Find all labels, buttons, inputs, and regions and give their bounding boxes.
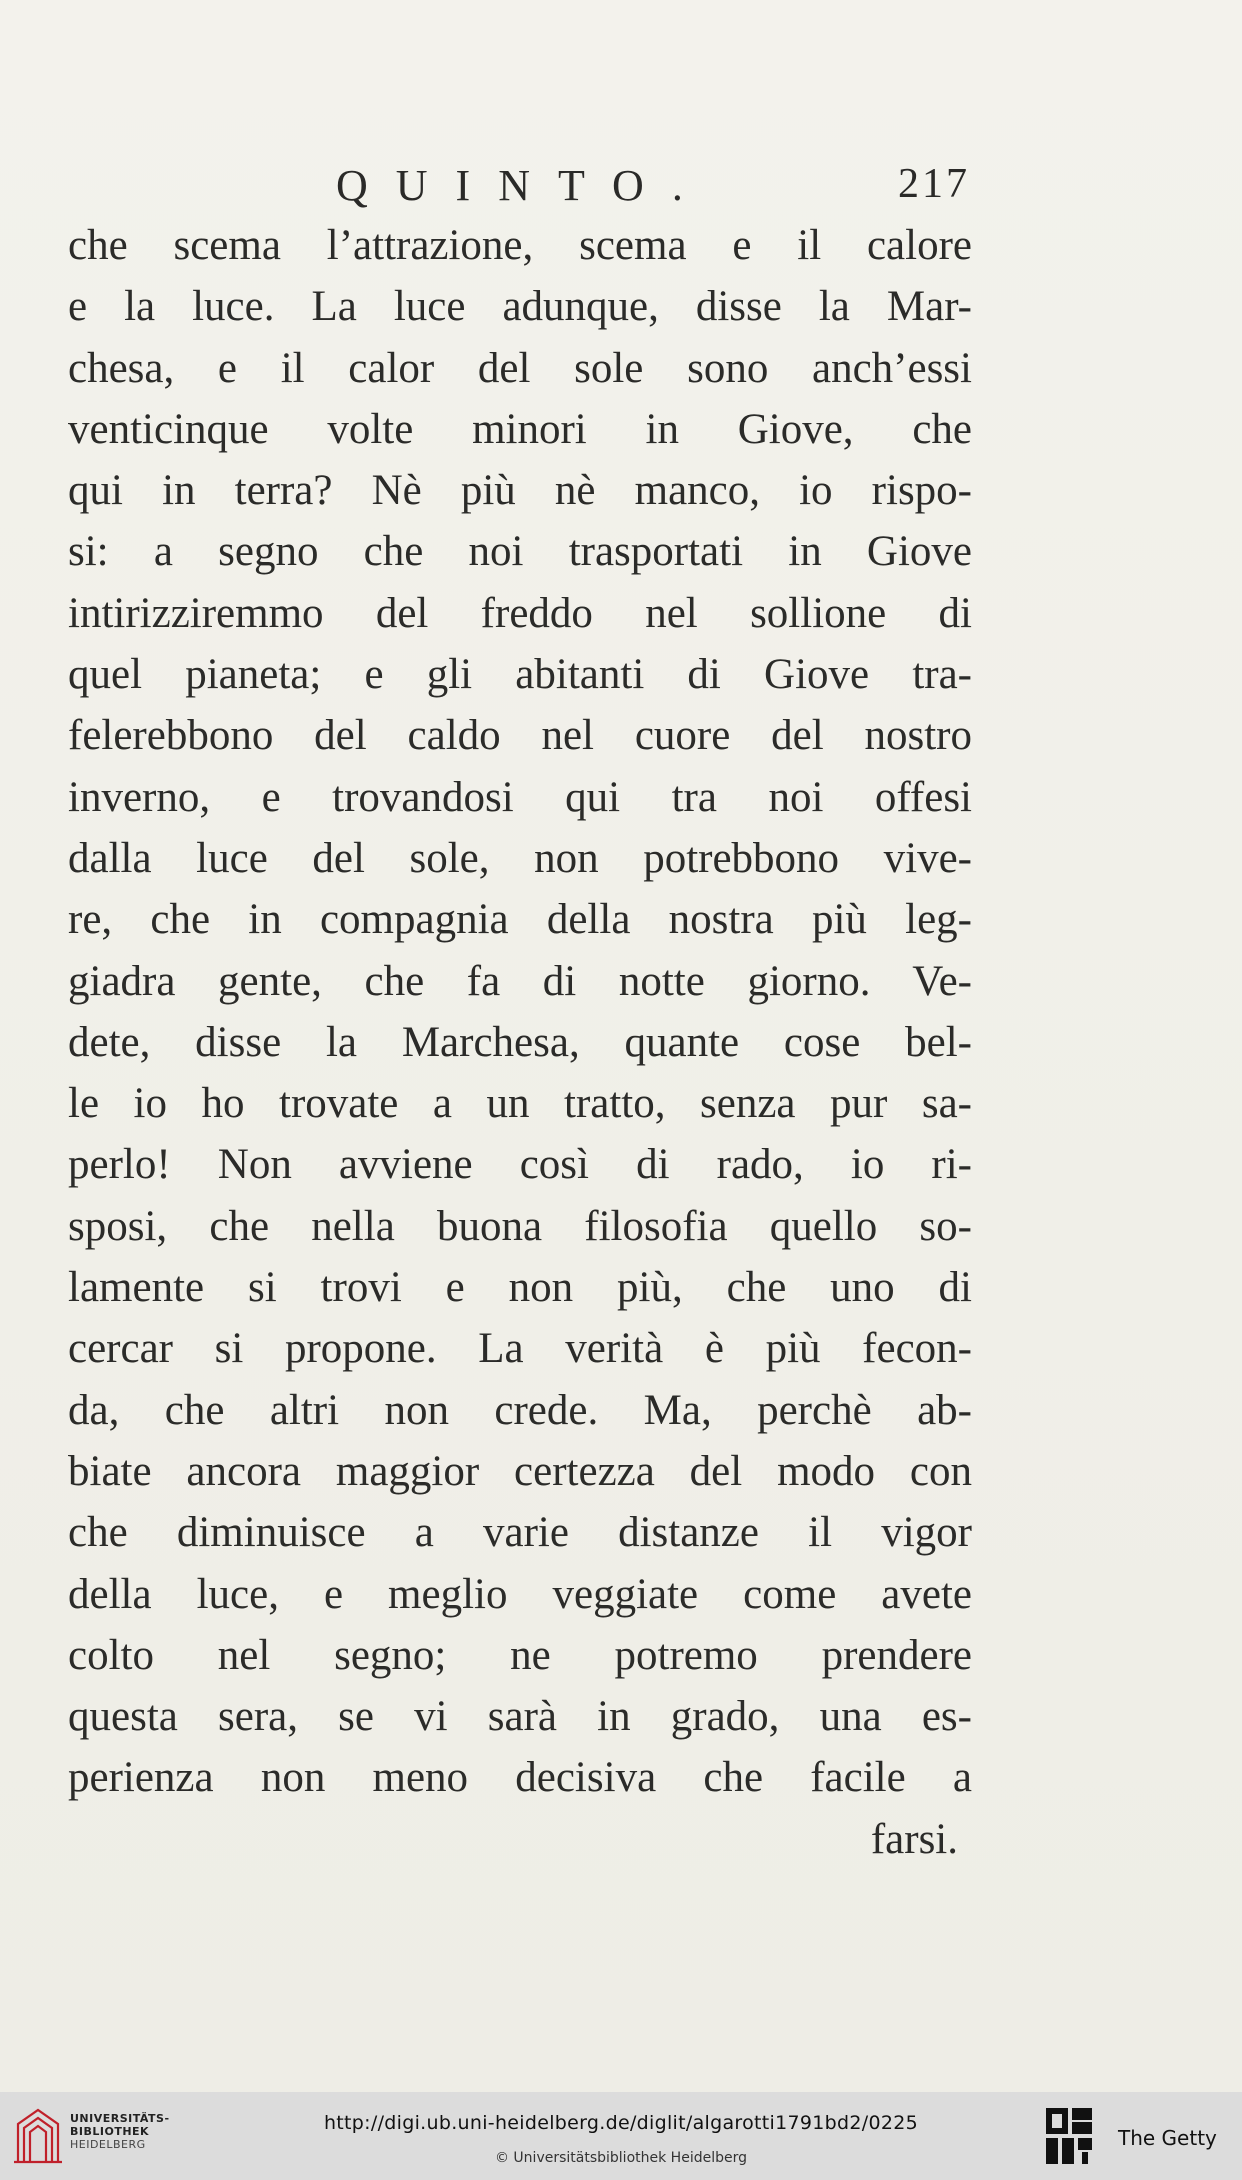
text-line: perlo! Non avviene così di rado, io ri- bbox=[68, 1141, 972, 1189]
text-line: perienza non meno decisiva che facile a bbox=[68, 1754, 972, 1802]
library-name-line: BIBLIOTHEK bbox=[70, 2125, 150, 2138]
text-line: e la luce. La luce adunque, disse la Mar- bbox=[68, 283, 972, 331]
text-line: intirizziremmo del freddo nel sollione di bbox=[68, 589, 972, 637]
text-line: dalla luce del sole, non potrebbono vive- bbox=[68, 834, 972, 882]
text-line: biate ancora maggior certezza del modo con bbox=[68, 1447, 972, 1495]
getty-name: The Getty bbox=[1118, 2126, 1217, 2150]
copyright-notice: © Universitätsbibliothek Heidelberg bbox=[494, 2150, 747, 2166]
text-line: quel pianeta; e gli abitanti di Giove tra- bbox=[68, 651, 972, 699]
text-line: sposi, che nella buona filosofia quello so- bbox=[68, 1202, 972, 1250]
text-line: le io ho trovate a un tratto, senza pur sa- bbox=[68, 1080, 972, 1128]
text-line: re, che in compagnia della nostra più leg- bbox=[68, 896, 972, 944]
library-name-line: UNIVERSITÄTS- bbox=[70, 2112, 170, 2125]
library-name-line: HEIDELBERG bbox=[70, 2138, 146, 2151]
text-line: che scema l’attrazione, scema e il calore bbox=[68, 222, 972, 269]
text-line: questa sera, se vi sarà in grado, una es- bbox=[68, 1693, 972, 1741]
text-line: giadra gente, che fa di notte giorno. Ve- bbox=[68, 957, 972, 1005]
text-line: si: a segno che noi trasportati in Giove bbox=[68, 528, 972, 576]
text-line: della luce, e meglio veggiate come avete bbox=[68, 1570, 972, 1618]
text-line: colto nel segno; ne potremo prendere bbox=[68, 1631, 972, 1679]
text-line: da, che altri non crede. Ma, perchè ab- bbox=[68, 1386, 972, 1434]
text-line: inverno, e trovandosi qui tra noi offesi bbox=[68, 773, 972, 821]
text-line: cercar si propone. La verità è più fecon- bbox=[68, 1325, 972, 1373]
text-line: lamente si trovi e non più, che uno di bbox=[68, 1264, 972, 1312]
text-line: qui in terra? Nè più nè manco, io rispo- bbox=[68, 467, 972, 515]
permalink-url[interactable]: http://digi.ub.uni-heidelberg.de/diglit/algarotti1791bd2/0225 bbox=[323, 2112, 919, 2134]
page-number: 217 bbox=[898, 161, 970, 207]
text-line: chesa, e il calor del sole sono anch’essi bbox=[68, 344, 972, 392]
getty-logo-icon bbox=[1044, 2106, 1094, 2168]
running-head bbox=[68, 160, 972, 216]
text-line: venticinque volte minori in Giove, che bbox=[68, 405, 972, 453]
text-line: che diminuisce a varie distanze il vigor bbox=[68, 1509, 972, 1557]
viewer-footer bbox=[0, 2092, 1242, 2180]
text-line: dete, disse la Marchesa, quante cose bel- bbox=[68, 1018, 972, 1066]
catchword: farsi. bbox=[870, 1815, 958, 1863]
body-text bbox=[68, 215, 972, 1870]
text-line: felerebbono del caldo nel cuore del nostro bbox=[68, 712, 972, 760]
running-title: QUINTO. bbox=[336, 161, 711, 210]
